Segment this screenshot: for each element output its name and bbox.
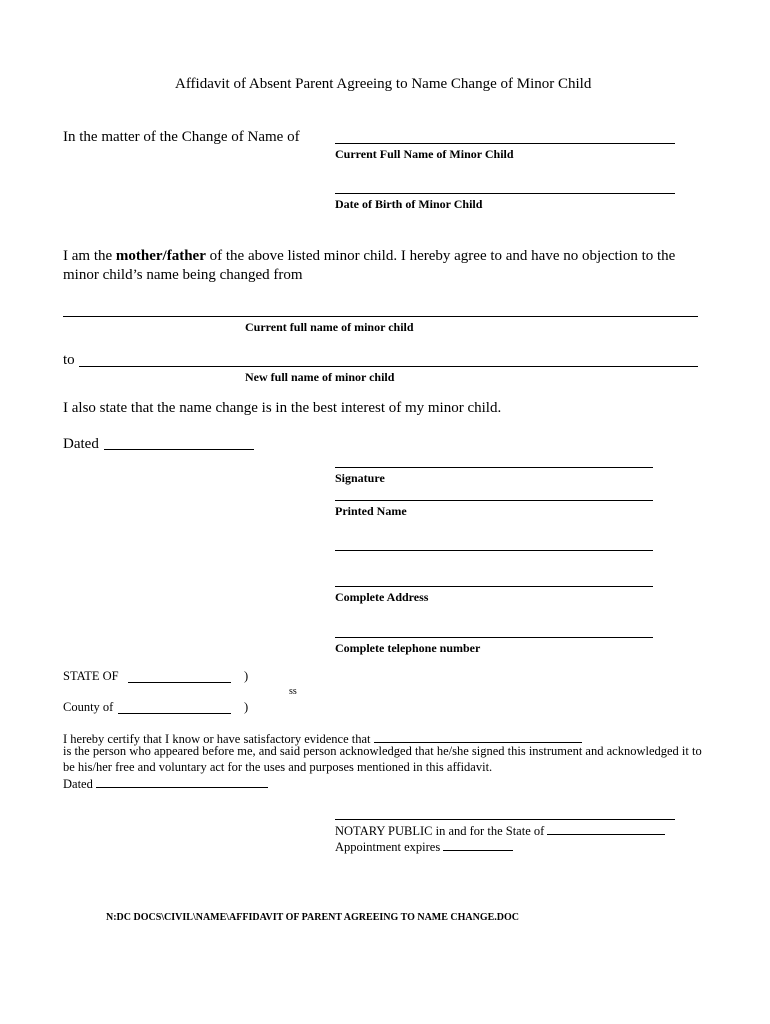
county-label: County of <box>63 700 114 714</box>
certification-text-1: I hereby certify that I know or have satisfactory evidence that <box>63 732 371 746</box>
certify-person-field[interactable] <box>374 730 582 743</box>
statement-part-2: of the above listed minor child. I hereby agree to and have no objection to the <box>205 248 676 264</box>
printed-name-field[interactable] <box>335 500 653 501</box>
statement-line-2: minor child’s name being changed from <box>63 267 303 283</box>
certification-dated-label: Dated <box>63 777 93 791</box>
appointment-expires-label: Appointment expires <box>335 840 441 854</box>
address-label: Complete Address <box>335 590 429 604</box>
dated-label: Dated <box>63 436 99 452</box>
new-full-name-field[interactable] <box>79 366 698 367</box>
signature-label: Signature <box>335 471 385 485</box>
dated-field[interactable] <box>104 449 254 450</box>
interest-statement: I also state that the name change is in the best interest of my minor child. <box>63 400 502 416</box>
current-full-name-field[interactable] <box>63 316 698 317</box>
matter-label: In the matter of the Change of Name of <box>63 129 300 145</box>
to-word: to <box>63 352 75 368</box>
state-paren: ) <box>244 669 249 683</box>
state-label: STATE OF <box>63 669 119 683</box>
address-line-1-field[interactable] <box>335 550 653 551</box>
new-full-name-label: New full name of minor child <box>245 370 395 384</box>
certification-line-2: is the person who appeared before me, and said person acknowledged that he/she signed this instrument and acknowledged it to <box>63 744 702 758</box>
telephone-field[interactable] <box>335 637 653 638</box>
certification-dated-field[interactable] <box>96 775 268 788</box>
county-field[interactable] <box>118 713 231 714</box>
telephone-label: Complete telephone number <box>335 641 481 655</box>
notary-state-label: NOTARY PUBLIC in and for the State of <box>335 824 545 838</box>
notary-state-field[interactable] <box>547 822 665 835</box>
signature-field[interactable] <box>335 467 653 468</box>
dob-label: Date of Birth of Minor Child <box>335 197 483 211</box>
current-name-label: Current Full Name of Minor Child <box>335 147 514 161</box>
parent-role: mother/father <box>115 248 206 264</box>
current-name-field[interactable] <box>335 143 675 144</box>
appointment-expires-field[interactable] <box>443 838 513 851</box>
notary-line-2 <box>335 838 513 855</box>
county-paren: ) <box>244 700 249 714</box>
document-title: Affidavit of Absent Parent Agreeing to Name Change of Minor Child <box>175 76 592 92</box>
ss-label: ss <box>289 686 297 697</box>
notary-line-1 <box>335 822 665 839</box>
statement-part-1: I am the <box>63 248 116 264</box>
printed-name-label: Printed Name <box>335 504 407 518</box>
notary-signature-field[interactable] <box>335 819 675 820</box>
current-full-name-label: Current full name of minor child <box>245 320 414 334</box>
address-line-2-field[interactable] <box>335 586 653 587</box>
statement-line-1 <box>63 248 675 265</box>
document-path-footer: N:DC DOCS\CIVIL\NAME\AFFIDAVIT OF PARENT AGREEING TO NAME CHANGE.DOC <box>106 912 520 923</box>
certification-line-3: be his/her free and voluntary act for the uses and purposes mentioned in this affidavit. <box>63 760 493 774</box>
certification-dated <box>63 775 268 792</box>
dob-field[interactable] <box>335 193 675 194</box>
state-field[interactable] <box>128 682 231 683</box>
